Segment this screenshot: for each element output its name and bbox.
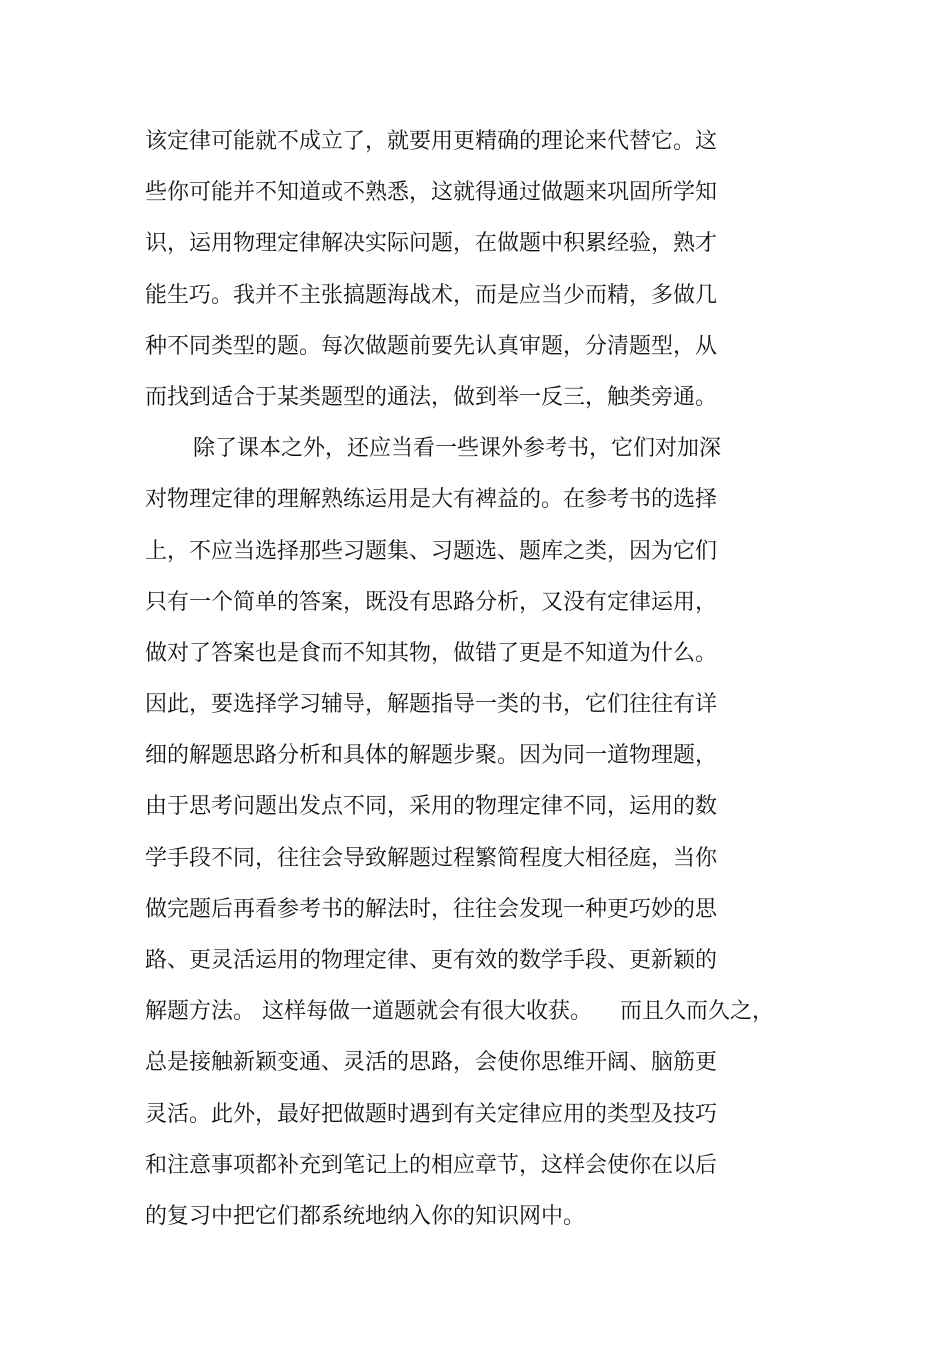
text-line: 只有一个简单的答案，既没有思路分析，又没有定律运用， — [145, 589, 718, 615]
text-line: 对物理定律的理解熟练运用是大有裨益的。在参考书的选择 — [145, 487, 718, 513]
text-line: 的复习中把它们都系统地纳入你的知识网中。 — [145, 1203, 586, 1229]
text-line: 解题方法。 这样每做一道题就会有很大收获。 而且久而久之， — [145, 999, 774, 1025]
text-line: 做完题后再看参考书的解法时，往往会发现一种更巧妙的思 — [145, 896, 718, 922]
text-line: 灵活。此外，最好把做题时遇到有关定律应用的类型及技巧 — [145, 1101, 718, 1127]
text-line: 上，不应当选择那些习题集、习题选、题库之类，因为它们 — [145, 538, 718, 564]
text-line: 做对了答案也是食而不知其物，做错了更是不知道为什么。 — [145, 640, 718, 666]
text-line: 因此，要选择学习辅导，解题指导一类的书，它们往往有详 — [145, 692, 718, 718]
text-line: 学手段不同，往往会导致解题过程繁简程度大相径庭，当你 — [145, 845, 718, 871]
text-line: 能生巧。我并不主张搞题海战术，而是应当少而精，多做几 — [145, 282, 718, 308]
text-line: 和注意事项都补充到笔记上的相应章节，这样会使你在以后 — [145, 1152, 718, 1178]
text-line: 种不同类型的题。每次做题前要先认真审题，分清题型，从 — [145, 333, 718, 359]
text-line: 路、更灵活运用的物理定律、更有效的数学手段、更新颖的 — [145, 948, 718, 973]
paragraph-first-line: 除了课本之外，还应当看一些课外参考书，它们对加深 — [193, 436, 722, 462]
text-line: 些你可能并不知道或不熟悉，这就得通过做题来巩固所学知 — [145, 180, 718, 206]
text-line: 细的解题思路分析和具体的解题步聚。因为同一道物理题， — [145, 743, 718, 769]
text-line: 识，运用物理定律解决实际问题，在做题中积累经验，熟才 — [145, 231, 718, 257]
text-line: 而找到适合于某类题型的通法，做到举一反三，触类旁通。 — [145, 384, 718, 410]
body-text — [145, 116, 805, 1242]
text-line: 总是接触新颖变通、灵活的思路，会使你思维开阔、脑筋更 — [145, 1050, 718, 1076]
text-line: 由于思考问题出发点不同，采用的物理定律不同，运用的数 — [145, 794, 718, 820]
text-line: 该定律可能就不成立了，就要用更精确的理论来代替它。这 — [145, 129, 718, 154]
